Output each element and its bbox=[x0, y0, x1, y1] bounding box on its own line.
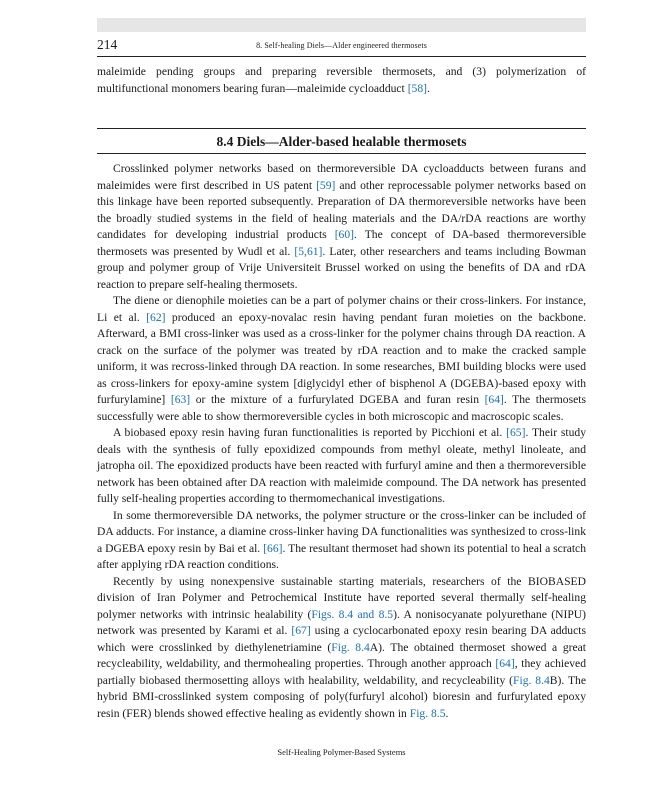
paragraph-text: . The resultant thermoset had shown its potential to heal a scratch after applying rDA reaction conditions. bbox=[97, 541, 587, 571]
section-body bbox=[97, 161, 586, 722]
paragraph-text: . The concept of DA-based thermoreversible thermosets was presented by Wudl et al. bbox=[97, 228, 586, 258]
paragraph-text: Recently by using nonexpensive sustainable starting materials, researchers of the BIOBASED division of Iran Polymer and Petrochemical Institute have reported several thermally self-healing polymer networks with intrinsic healability ( bbox=[97, 574, 586, 621]
paragraph-text: or the mixture of a furfurylated DGEBA and furan resin bbox=[190, 393, 485, 406]
section-rule-top bbox=[97, 128, 586, 129]
paragraph-text: Crosslinked polymer networks based on thermoreversible DA cycloadducts between furans and maleimides were first described in US patent bbox=[97, 162, 586, 192]
citation-link[interactable]: Fig. 8.4 bbox=[331, 640, 370, 654]
paragraph-text: produced an epoxy-novalac resin having pendant furan moieties on the backbone. Afterward, a BMI cross-linker was used as a cross-linker for the polymer chains through DA reaction. A crack on the surface of the polymer was treated by rDA reaction and to make the cracked sample uniform, it was recross-linked through DA reaction. In some researches, BMI building blocks were used as cross-linkers for epoxy-amine system [diglycidyl ether of bisphenol A (DGEBA)-based epoxy with furfurylamine] bbox=[97, 310, 586, 406]
citation-link[interactable]: [66] bbox=[263, 541, 283, 555]
header-bar bbox=[97, 18, 586, 32]
citation-link[interactable]: [62] bbox=[146, 310, 166, 324]
page-footer: Self-Healing Polymer-Based Systems bbox=[277, 747, 406, 757]
header-rule bbox=[97, 56, 586, 57]
intro-paragraph bbox=[97, 64, 586, 97]
page-header bbox=[97, 37, 586, 55]
paragraph-text: . bbox=[445, 706, 449, 720]
body-paragraph bbox=[97, 574, 586, 723]
paragraph-text: ). A nonisocyanate polyurethane (NIPU) network was presented by Karami et al. bbox=[97, 607, 587, 637]
citation-link[interactable]: Fig. 8.4 bbox=[513, 673, 550, 687]
citation-link[interactable]: [64] bbox=[495, 657, 515, 670]
citation-link[interactable]: [64] bbox=[484, 393, 504, 406]
paragraph-text: A). The obtained thermoset showed a great recycleability, weldability, and thermohealing properties. Through another approach bbox=[97, 640, 587, 670]
paragraph-text: B). The hybrid BMI-crosslinked system composing of poly(furfuryl alcohol) bioresin and furfurylated epoxy resin (FER) blends showed effective healing as evidently shown in bbox=[97, 673, 586, 720]
paragraph-text: In some thermoreversible DA networks, the polymer structure or the cross-linker can be included of DA adducts. For instance, a diamine cross-linker having DA functionalities was synthesized to cross-link a DGEBA epoxy resin by Bai et al. bbox=[97, 508, 586, 555]
citation-link[interactable]: [58] bbox=[407, 81, 428, 95]
page-number: 214 bbox=[97, 37, 118, 52]
citation-link[interactable]: [60] bbox=[334, 228, 355, 241]
body-paragraph bbox=[97, 161, 586, 293]
body-paragraph bbox=[97, 508, 586, 574]
paragraph-text: A biobased epoxy resin having furan functionalities is reported by Picchioni et al. bbox=[113, 426, 507, 439]
citation-link[interactable]: [63] bbox=[170, 393, 191, 406]
paragraph-text: . The thermosets successfully were able to show thermoreversible cycles in both microscopic and macroscopic scales. bbox=[97, 393, 586, 423]
citation-link[interactable]: [67] bbox=[291, 624, 311, 637]
paragraph-text: . Their study deals with the synthesis of fully epoxidized compounds from methyl oleate, methyl linoleate, and jatropha oil. The epoxidized products have been reacted with furfuryl amine and then a thermoreversible network has been obtained after DA reaction with maleimide compound. The DA network has presented fully self-healing properties according to thermomechanical investigations. bbox=[97, 426, 587, 505]
paragraph-text: and other reprocessable polymer networks based on this linkage have been reported subsequently. Preparation of DA thermoreversible networks have been the broadly studied systems in the field of healing materials and the DA/rDA reactions are worthy candidates for developing industrial products bbox=[97, 178, 586, 241]
paragraph-text: The diene or dienophile moieties can be a part of polymer chains or their cross-linkers. For instance, Li et al. bbox=[97, 294, 586, 324]
citation-link[interactable]: [65] bbox=[506, 426, 526, 439]
citation-link[interactable]: Figs. 8.4 and 8.5 bbox=[311, 607, 394, 621]
citation-link[interactable]: [59] bbox=[316, 178, 336, 192]
intro-body: maleimide pending groups and preparing reversible thermosets, and (3) polymerization of multifunctional monomers bearing furan—maleimide cycloadduct bbox=[97, 65, 586, 95]
paragraph-text: . Later, other researchers and teams including Bowman group and polymer group of Vrije Universiteit Brussel worked on using the benefits of DA and rDA reaction to prepare self-healing thermosets. bbox=[97, 244, 586, 291]
paragraph-text: , they achieved partially biobased thermosetting alloys with healability, weldability, and recycleability ( bbox=[97, 657, 587, 687]
citation-link[interactable]: Fig. 8.5 bbox=[409, 706, 446, 720]
intro-end: . bbox=[427, 81, 430, 95]
body-paragraph bbox=[97, 293, 586, 425]
citation-link[interactable]: [5,61] bbox=[294, 244, 323, 258]
intro-text bbox=[97, 64, 586, 97]
section-rule-bottom bbox=[97, 153, 586, 154]
running-head: 8. Self-healing Diels—Alder engineered thermosets bbox=[256, 41, 427, 50]
section-title: 8.4 Diels—Alder-based healable thermosets bbox=[216, 134, 467, 149]
body-paragraph bbox=[97, 425, 586, 508]
paragraph-text: using a cyclocarbonated epoxy resin bearing DA adducts which were crosslinked by diethylenetriamine ( bbox=[97, 624, 586, 654]
